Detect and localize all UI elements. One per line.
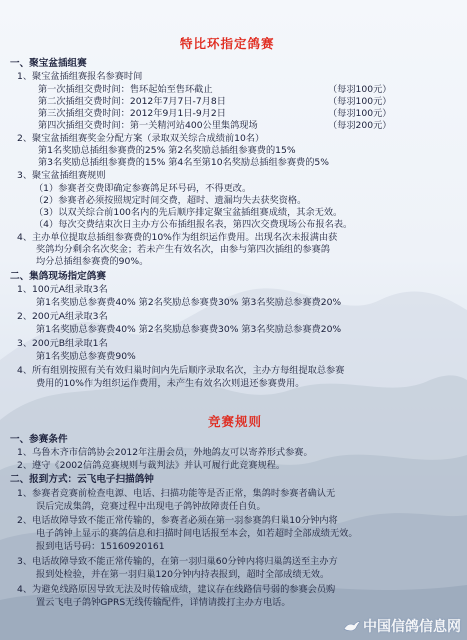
s1-item-4a: 4、主办单位提取总插组参赛费的10%作为组织运作费用。出现名次未报满由获	[17, 232, 338, 243]
s3-item-2: 2、遵守《2002信鸽竞赛规则与裁判法》并认可履行此竞赛规程。	[17, 460, 286, 471]
s1-round-2-price: （每羽100元）	[328, 96, 392, 107]
s4-item-3a: 3、电话故障导致不能正常传输的，在第一羽归巢60分钟内将归巢鸽送至主办方	[17, 556, 338, 567]
page-title: 特比环指定鸽赛	[180, 36, 275, 51]
s2-item-4b: 费用的10%作为组织运作费用，未产生有效名次则退还参赛费用。	[36, 378, 305, 389]
s4-item-4a: 4、为避免线路原因导致无法及时传输成绩，建议存在线路信号弱的参赛会员购	[17, 584, 336, 595]
s4-item-2c: 报到电话号码：15160920161	[36, 541, 165, 552]
section-head-3: 一、参赛条件	[10, 434, 68, 445]
s1-item-2: 2、聚宝盆插组赛奖金分配方案（录取双关综合成绩前10名）	[17, 133, 265, 144]
s1-item-4b: 奖鸽均分剩余名次奖金；若未产生有效名次，由参与第四次插组的参赛鸽	[36, 244, 330, 255]
s1-round-1-price: （每羽100元）	[328, 84, 392, 95]
s1-round-2: 第二次插组交费时间：2012年7月7日-7月8日	[38, 96, 226, 107]
s4-item-4b: 置云飞电子鸽钟GPRS无线传输配件，详情请拨打主办方电话。	[36, 597, 291, 608]
s4-item-1b: 误后完成集鸽，竞赛过程中出现电子鸽钟故障责任自负。	[36, 501, 266, 512]
s1-round-4: 第四次插组交费时间：第一关精河站400公里集鸽现场	[38, 120, 258, 131]
watermark	[343, 616, 461, 636]
section-head-4: 二、报到方式：云飞电子扫描鸽钟	[10, 474, 154, 485]
s1-item-1: 1、聚宝盆插组赛报名参赛时间	[17, 71, 143, 82]
s1-prize-1: 第1名奖励总插组参赛费的25% 第2名奖励总插组参赛费的15%	[38, 145, 296, 156]
s1-rule-1: （1）参赛者交费即确定参赛鸽足环号码，不得更改。	[34, 183, 252, 194]
s2-item-3: 3、200元B组录取1名	[17, 338, 108, 349]
s1-item-3: 3、聚宝盆插组赛规则	[17, 170, 106, 181]
s4-item-3b: 报到处检验，并在第一羽归巢120分钟内持表报到，超时全部成绩无效。	[36, 569, 330, 580]
section-head-2: 二、集鸽现场指定鸽赛	[10, 271, 106, 282]
s3-item-1: 1、乌鲁木齐市信鸽协会2012年注册会员，外地鸽友可以寄养形式参赛。	[17, 447, 313, 458]
s4-item-2b: 电子鸽钟上显示的赛鸽信息和扫描时间电话报至本会，如若超时全部成绩无效。	[36, 528, 358, 539]
s1-rule-4: （4）每次交费结束次日主办方公布插组报名表，第四次交费现场公布报名表。	[34, 219, 353, 230]
s1-round-4-price: （每羽200元）	[328, 120, 392, 131]
s1-prize-2: 第3名奖励总插组参赛费的15% 第4名至第10名奖励总插组参赛费的5%	[38, 157, 329, 168]
section-head-1: 一、聚宝盆插组赛	[10, 58, 87, 69]
s1-round-3: 第三次插组交费时间：2012年9月1日-9月2日	[38, 108, 226, 119]
s1-item-4c: 均分总插组参赛费的90%。	[36, 256, 149, 267]
s2-item-2-prize: 第1名奖励总参赛费40% 第2名奖励总参赛费30% 第3名奖励总参赛费20%	[36, 324, 342, 335]
s2-item-2: 2、200元A组录取3名	[17, 311, 108, 322]
s4-item-1a: 1、参赛者竞赛前检查电源、电话、扫描功能等是否正常，集鸽时参赛者确认无	[17, 488, 336, 499]
s2-item-4a: 4、所有组别按照有关有效归巢时间内先后顺序录取名次，主办方每组提取总参赛	[17, 365, 345, 376]
s2-item-1: 1、100元A组录取3名	[17, 284, 108, 295]
s2-item-3-prize: 第1名奖励总参赛费90%	[36, 351, 136, 362]
rules-title: 竞赛规则	[208, 414, 263, 429]
s1-rule-3: （3）以双关综合前100名内的先后顺序排定聚宝盆插组赛成绩，其余无效。	[34, 207, 343, 218]
s1-rule-2: （2）参赛者必须按照规定时间交费，超时、遗漏均失去获奖资格。	[34, 195, 307, 206]
pigeon-logo-icon	[343, 620, 361, 634]
s1-round-1: 第一次插组交费时间：售环起始至售环截止	[38, 84, 213, 95]
s2-item-1-prize: 第1名奖励总参赛费40% 第2名奖励总参赛费30% 第3名奖励总参赛费20%	[36, 297, 342, 308]
s4-item-2a: 2、电话故障导致不能正常传输的，参赛者必须在第一羽参赛鸽归巢10分钟内将	[17, 515, 338, 526]
watermark-text: 中国信鸽信息网	[363, 619, 461, 635]
s1-round-3-price: （每羽100元）	[328, 108, 392, 119]
